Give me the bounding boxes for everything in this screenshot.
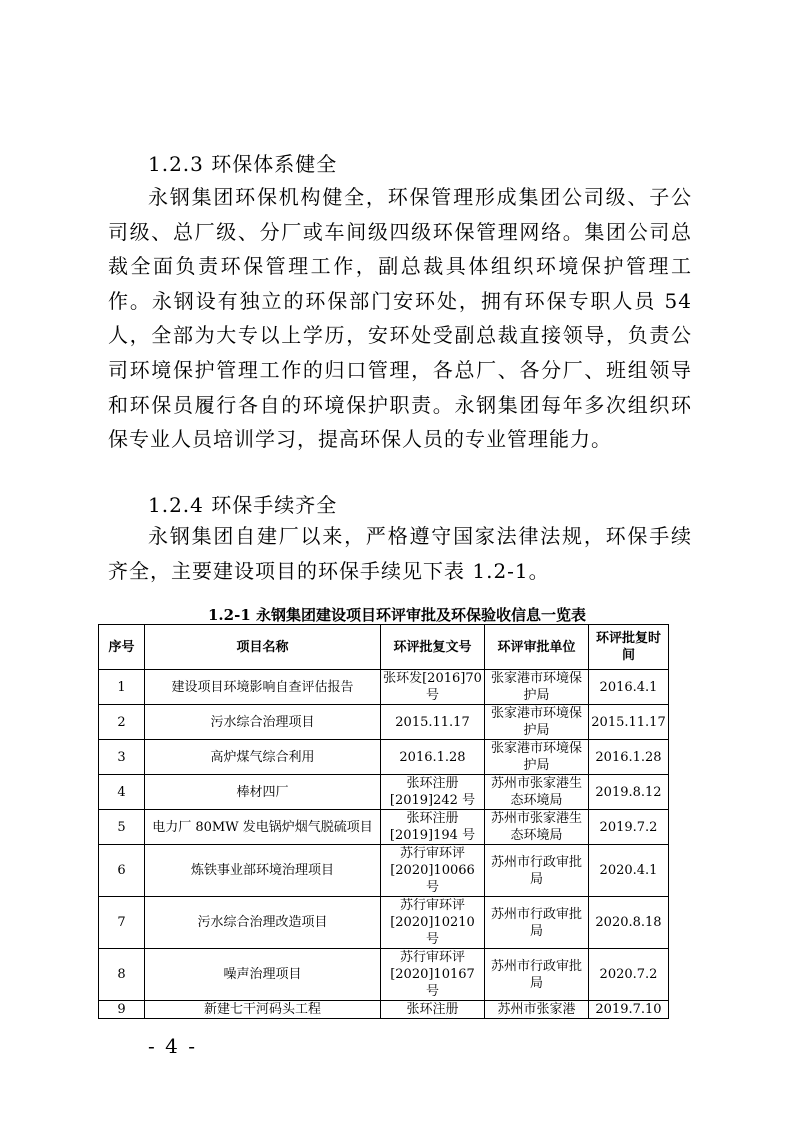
header-approval-date: 环评批复时间 [589, 625, 669, 670]
section-heading-1-2-4: 1.2.4 环保手续齐全 [148, 493, 338, 517]
cell-no: 9 [99, 1001, 145, 1019]
cell-project-name: 建设项目环境影响自查评估报告 [145, 670, 381, 705]
cell-no: 6 [99, 845, 145, 897]
cell-no: 3 [99, 740, 145, 775]
table-row [99, 705, 669, 740]
cell-approval-unit: 苏州市行政审批局 [485, 949, 589, 1001]
cell-project-name: 高炉煤气综合利用 [145, 740, 381, 775]
cell-approval-date: 2019.7.2 [589, 810, 669, 845]
cell-approval-doc: 苏行审环评[2020]10167 号 [381, 949, 485, 1001]
cell-no: 8 [99, 949, 145, 1001]
cell-approval-unit: 苏州市张家港生态环境局 [485, 775, 589, 810]
cell-project-name: 棒材四厂 [145, 775, 381, 810]
cell-approval-doc: 苏行审环评[2020]10066 号 [381, 845, 485, 897]
table-row [99, 1001, 669, 1019]
cell-approval-unit: 张家港市环境保护局 [485, 670, 589, 705]
cell-approval-date: 2020.8.18 [589, 897, 669, 949]
cell-project-name: 噪声治理项目 [145, 949, 381, 1001]
section-heading-1-2-3: 1.2.3 环保体系健全 [148, 152, 338, 176]
cell-approval-unit: 苏州市行政审批局 [485, 845, 589, 897]
header-project-name: 项目名称 [145, 625, 381, 670]
cell-approval-doc: 苏行审环评[2020]10210 号 [381, 897, 485, 949]
cell-project-name: 污水综合治理项目 [145, 705, 381, 740]
section-paragraph-1-2-4: 永钢集团自建厂以来，严格遵守国家法律法规，环保手续齐全，主要建设项目的环保手续见下表 1.2-1。 [108, 524, 692, 583]
cell-approval-date: 2016.4.1 [589, 670, 669, 705]
cell-approval-doc: 2016.1.28 [381, 740, 485, 775]
cell-approval-doc: 张环注册 [381, 1001, 485, 1019]
cell-approval-date: 2019.7.10 [589, 1001, 669, 1019]
cell-approval-doc: 2015.11.17 [381, 705, 485, 740]
section-paragraph-1-2-3: 永钢集团环保机构健全，环保管理形成集团公司级、子公司级、总厂级、分厂或车间级四级环保管理网络。集团公司总裁全面负责环保管理工作，副总裁具体组织环境保护管理工作。永钢设有独立的环保部门安环处，拥有环保专职人员 54 人，全部为大专以上学历，安环处受副总裁直接领导，负责公司环境保护管理工作的归口管理，各总厂、各分厂、班组领导和环保员履行各自的环境保护职责。永钢集团每年多次组织环保专业人员培训学习，提高环保人员的专业管理能力。 [108, 185, 692, 452]
header-no: 序号 [99, 625, 145, 670]
cell-approval-unit: 张家港市环境保护局 [485, 740, 589, 775]
cell-approval-doc: 张环发[2016]70 号 [381, 670, 485, 705]
table-row [99, 897, 669, 949]
page-number: - 4 - [148, 1034, 197, 1058]
table-row [99, 670, 669, 705]
cell-approval-unit: 张家港市环境保护局 [485, 705, 589, 740]
cell-no: 1 [99, 670, 145, 705]
cell-approval-doc: 张环注册[2019]194 号 [381, 810, 485, 845]
table-row [99, 775, 669, 810]
cell-approval-unit: 苏州市行政审批局 [485, 897, 589, 949]
header-approval-doc: 环评批复文号 [381, 625, 485, 670]
cell-approval-doc: 张环注册[2019]242 号 [381, 775, 485, 810]
cell-no: 2 [99, 705, 145, 740]
cell-no: 5 [99, 810, 145, 845]
cell-project-name: 电力厂 80MW 发电锅炉烟气脱硫项目 [145, 810, 381, 845]
cell-approval-date: 2015.11.17 [589, 705, 669, 740]
table-header-row [99, 625, 669, 670]
cell-no: 7 [99, 897, 145, 949]
cell-approval-unit: 苏州市张家港 [485, 1001, 589, 1019]
cell-no: 4 [99, 775, 145, 810]
header-approval-unit: 环评审批单位 [485, 625, 589, 670]
cell-approval-date: 2020.4.1 [589, 845, 669, 897]
cell-approval-date: 2020.7.2 [589, 949, 669, 1001]
table-row [99, 740, 669, 775]
cell-project-name: 污水综合治理改造项目 [145, 897, 381, 949]
cell-project-name: 新建七干河码头工程 [145, 1001, 381, 1019]
table-row [99, 949, 669, 1001]
table-caption: 1.2-1 永钢集团建设项目环评审批及环保验收信息一览表 [208, 606, 586, 624]
cell-approval-date: 2019.8.12 [589, 775, 669, 810]
table-row [99, 845, 669, 897]
cell-approval-date: 2016.1.28 [589, 740, 669, 775]
cell-project-name: 炼铁事业部环境治理项目 [145, 845, 381, 897]
table-row [99, 810, 669, 845]
cell-approval-unit: 苏州市张家港生态环境局 [485, 810, 589, 845]
approval-table [98, 624, 669, 1019]
